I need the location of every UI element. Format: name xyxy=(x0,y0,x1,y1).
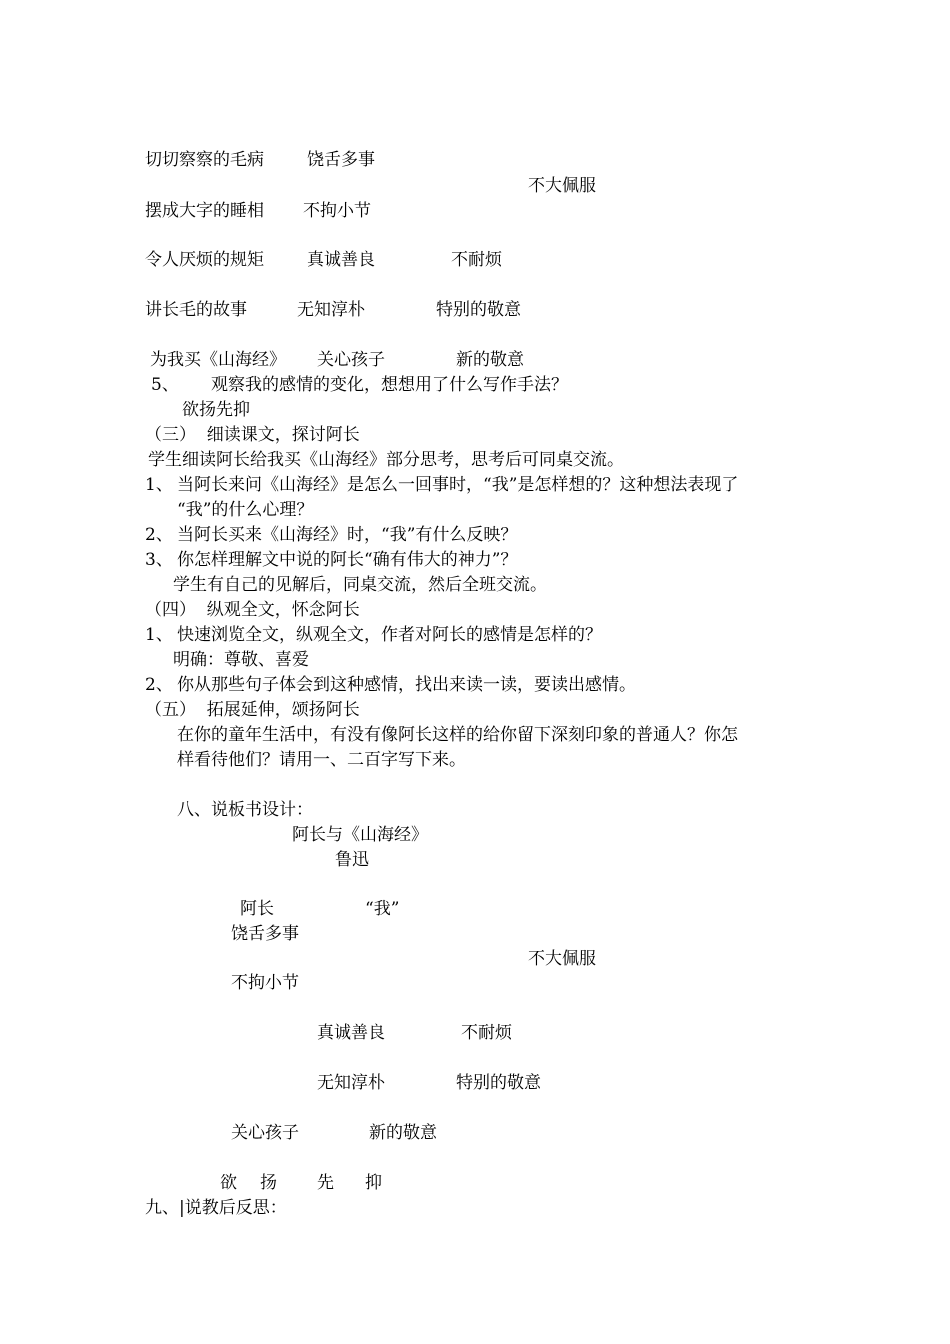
part3-intro: 学生细读阿长给我买《山海经》部分思考，思考后可同桌交流。 xyxy=(148,450,624,470)
part4-q1-number: 1、 xyxy=(145,625,173,645)
comparison-r3-right: 不耐烦 xyxy=(451,250,502,270)
board-b4: 特别的敬意 xyxy=(456,1073,541,1093)
comparison-r4-mid: 无知淳朴 xyxy=(297,300,365,320)
board-footer-char3: 先 xyxy=(317,1173,334,1193)
board-b5: 新的敬意 xyxy=(369,1123,437,1143)
part4-heading: （四） 纵观全文，怀念阿长 xyxy=(145,600,360,620)
part3-q3-number: 3、 xyxy=(145,550,173,570)
part3-q2: 当阿长买来《山海经》时，“我”有什么反映？ xyxy=(177,525,518,545)
comparison-r3-mid: 真诚善良 xyxy=(307,250,375,270)
board-footer-char1: 欲 xyxy=(220,1173,237,1193)
part5-line2: 样看待他们？请用一、二百字写下来。 xyxy=(177,750,466,770)
board-a4: 无知淳朴 xyxy=(317,1073,385,1093)
comparison-r5-right: 新的敬意 xyxy=(456,350,524,370)
q5-number: 5、 xyxy=(151,375,179,395)
part4-q2-number: 2、 xyxy=(145,675,173,695)
q5-answer: 欲扬先抑 xyxy=(182,400,250,420)
reflection-heading: 九、|说教后反思： xyxy=(145,1198,287,1218)
board-a3: 真诚善良 xyxy=(317,1023,385,1043)
comparison-r2-left: 摆成大字的睡相 xyxy=(145,201,264,221)
board-footer-char2: 扬 xyxy=(260,1173,277,1193)
board-a2: 不拘小节 xyxy=(231,973,299,993)
comparison-r5-mid: 关心孩子 xyxy=(317,350,385,370)
part3-q1-line1: 当阿长来问《山海经》是怎么一回事时，“我”是怎样想的？这种想法表现了 xyxy=(177,475,739,495)
board-b1: 不大佩服 xyxy=(528,949,596,969)
comparison-r1-mid: 饶舌多事 xyxy=(307,150,375,170)
comparison-r4-right: 特别的敬意 xyxy=(436,300,521,320)
comparison-r1-left: 切切察察的毛病 xyxy=(145,150,264,170)
board-column-right: “我” xyxy=(365,899,400,919)
board-a5: 关心孩子 xyxy=(231,1123,299,1143)
part5-heading: （五） 拓展延伸，颂扬阿长 xyxy=(145,700,360,720)
part4-q1: 快速浏览全文，纵观全文，作者对阿长的感情是怎样的？ xyxy=(177,625,602,645)
board-footer-char4: 抑 xyxy=(365,1173,382,1193)
board-title: 阿长与《山海经》 xyxy=(292,825,428,845)
board-b3: 不耐烦 xyxy=(461,1023,512,1043)
comparison-r1-right: 不大佩服 xyxy=(528,176,596,196)
part3-heading: （三） 细读课文，探讨阿长 xyxy=(145,425,360,445)
part3-q1-line2: “我”的什么心理？ xyxy=(177,500,314,520)
part4-q2: 你从那些句子体会到这种感情，找出来读一读，要读出感情。 xyxy=(177,675,636,695)
comparison-r3-left: 令人厌烦的规矩 xyxy=(145,250,264,270)
part3-q2-number: 2、 xyxy=(145,525,173,545)
comparison-r5-left: 为我买《山海经》 xyxy=(150,350,286,370)
board-a1: 饶舌多事 xyxy=(231,924,299,944)
comparison-r2-mid: 不拘小节 xyxy=(303,201,371,221)
comparison-r4-left: 讲长毛的故事 xyxy=(145,300,247,320)
board-heading: 八、说板书设计： xyxy=(177,800,313,820)
part3-note: 学生有自己的见解后，同桌交流，然后全班交流。 xyxy=(173,575,547,595)
board-author: 鲁迅 xyxy=(335,850,369,870)
part5-line1: 在你的童年生活中，有没有像阿长这样的给你留下深刻印象的普通人？你怎 xyxy=(177,725,738,745)
part3-q3: 你怎样理解文中说的阿长“确有伟大的神力”？ xyxy=(177,550,518,570)
part4-answer: 明确：尊敬、喜爱 xyxy=(173,650,309,670)
board-column-left: 阿长 xyxy=(240,899,274,919)
part3-q1-number: 1、 xyxy=(145,475,173,495)
q5-text: 观察我的感情的变化，想想用了什么写作手法？ xyxy=(211,375,568,395)
